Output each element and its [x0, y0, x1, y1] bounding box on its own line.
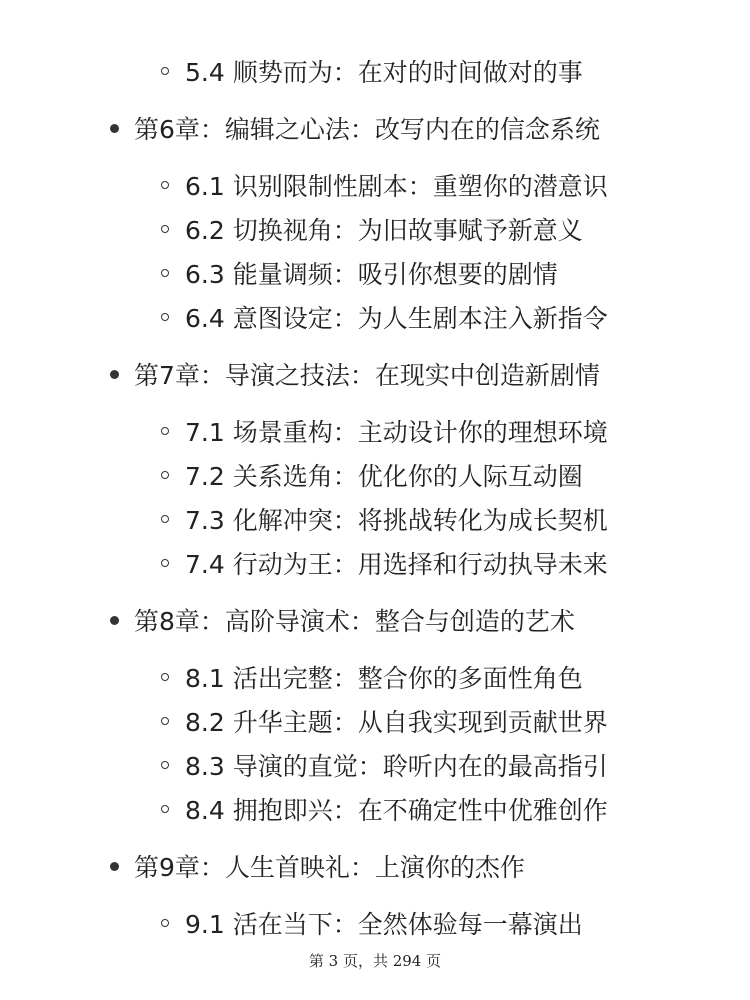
toc-section-label: 8.4 拥抱即兴：在不确定性中优雅创作	[185, 796, 608, 825]
page-number-footer: 第 3 页，共 294 页	[308, 952, 442, 970]
toc-section-label: 6.1 识别限制性剧本：重塑你的潜意识	[185, 172, 608, 201]
toc-chapter-6[interactable]	[110, 108, 600, 148]
circle-bullet-icon	[161, 225, 169, 233]
toc-chapter-7[interactable]	[110, 354, 600, 394]
toc-section-label: 8.2 升华主题：从自我实现到贡献世界	[185, 708, 608, 737]
toc-chapter-9[interactable]	[110, 846, 525, 886]
toc-section-label: 6.3 能量调频：吸引你想要的剧情	[185, 260, 558, 289]
toc-section-7-3[interactable]	[161, 499, 608, 539]
disc-bullet-icon	[110, 862, 119, 871]
toc-section-label: 9.1 活在当下：全然体验每一幕演出	[185, 910, 583, 939]
toc-section-label: 7.4 行动为王：用选择和行动执导未来	[185, 550, 608, 579]
toc-section-6-2[interactable]	[161, 209, 583, 249]
circle-bullet-icon	[161, 471, 169, 479]
toc-section-label: 6.4 意图设定：为人生剧本注入新指令	[185, 304, 608, 333]
disc-bullet-icon	[110, 616, 119, 625]
circle-bullet-icon	[161, 515, 169, 523]
toc-section-label: 8.1 活出完整：整合你的多面性角色	[185, 664, 583, 693]
disc-bullet-icon	[110, 370, 119, 379]
toc-section-7-2[interactable]	[161, 455, 583, 495]
circle-bullet-icon	[161, 761, 169, 769]
circle-bullet-icon	[161, 313, 169, 321]
toc-chapter-label: 第8章：高阶导演术：整合与创造的艺术	[134, 607, 575, 636]
toc-section-7-1[interactable]	[161, 411, 608, 451]
toc-section-8-1[interactable]	[161, 657, 583, 697]
toc-section-5-4[interactable]	[161, 51, 583, 91]
circle-bullet-icon	[161, 427, 169, 435]
toc-section-label: 7.1 场景重构：主动设计你的理想环境	[185, 418, 608, 447]
toc-chapter-label: 第6章：编辑之心法：改写内在的信念系统	[134, 115, 600, 144]
toc-section-label: 5.4 顺势而为：在对的时间做对的事	[185, 58, 583, 87]
toc-section-6-3[interactable]	[161, 253, 558, 293]
toc-section-label: 7.3 化解冲突：将挑战转化为成长契机	[185, 506, 608, 535]
circle-bullet-icon	[161, 269, 169, 277]
toc-section-label: 7.2 关系选角：优化你的人际互动圈	[185, 462, 583, 491]
circle-bullet-icon	[161, 673, 169, 681]
circle-bullet-icon	[161, 805, 169, 813]
toc-section-8-2[interactable]	[161, 701, 608, 741]
toc-section-7-4[interactable]	[161, 543, 608, 583]
toc-section-label: 8.3 导演的直觉：聆听内在的最高指引	[185, 752, 608, 781]
toc-section-6-1[interactable]	[161, 165, 608, 205]
toc-section-label: 6.2 切换视角：为旧故事赋予新意义	[185, 216, 583, 245]
circle-bullet-icon	[161, 919, 169, 927]
toc-chapter-label: 第9章：人生首映礼：上演你的杰作	[134, 853, 525, 882]
circle-bullet-icon	[161, 67, 169, 75]
disc-bullet-icon	[110, 124, 119, 133]
circle-bullet-icon	[161, 181, 169, 189]
toc-section-6-4[interactable]	[161, 297, 608, 337]
toc-section-8-4[interactable]	[161, 789, 608, 829]
toc-section-9-1[interactable]	[161, 903, 583, 943]
circle-bullet-icon	[161, 717, 169, 725]
toc-section-8-3[interactable]	[161, 745, 608, 785]
toc-chapter-8[interactable]	[110, 600, 575, 640]
circle-bullet-icon	[161, 559, 169, 567]
toc-chapter-label: 第7章：导演之技法：在现实中创造新剧情	[134, 361, 600, 390]
